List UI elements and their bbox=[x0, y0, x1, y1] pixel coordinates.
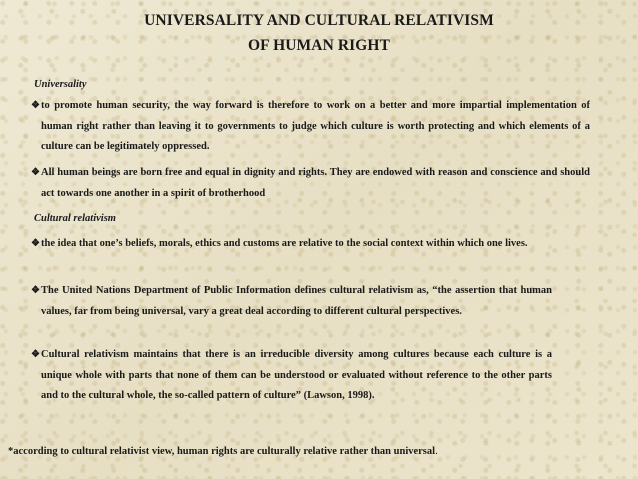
slide-title-line-1: UNIVERSALITY AND CULTURAL RELATIVISM bbox=[144, 12, 494, 29]
diamond-bullet-icon: ❖ bbox=[31, 167, 40, 178]
diamond-bullet-icon: ❖ bbox=[31, 349, 40, 360]
bullet-text: the idea that one’s beliefs, morals, ethics and customs are relative to the social context within which one lives. bbox=[41, 238, 528, 249]
bullet-relativism-1 bbox=[31, 234, 552, 255]
footnote bbox=[8, 446, 438, 457]
bullet-relativism-3 bbox=[31, 345, 552, 407]
diamond-bullet-icon: ❖ bbox=[31, 285, 40, 296]
section-heading-universality: Universality bbox=[34, 79, 87, 90]
bullet-text: All human beings are born free and equal in dignity and rights. They are endowed with reason and conscience and should act towards one another in a spirit of brotherhood bbox=[41, 167, 590, 199]
diamond-bullet-icon: ❖ bbox=[31, 238, 40, 249]
section-heading-cultural-relativism: Cultural relativism bbox=[34, 213, 116, 224]
bullet-text: to promote human security, the way forward is therefore to work on a better and more impartial implementation of human right rather than leaving it to governments to judge which culture is worth protecting and which elements of a culture can be legitimately oppressed. bbox=[41, 100, 590, 153]
bullet-universality-2 bbox=[31, 163, 590, 204]
bullet-universality-1 bbox=[31, 96, 590, 158]
bullet-relativism-2 bbox=[31, 281, 552, 322]
diamond-bullet-icon: ❖ bbox=[31, 100, 40, 111]
footnote-period: . bbox=[435, 446, 438, 457]
footnote-text: *according to cultural relativist view, human rights are culturally relative rather than universal bbox=[8, 446, 436, 457]
bullet-text: The United Nations Department of Public Information defines cultural relativism as, “the assertion that human values, far from being universal, vary a great deal according to different cultural perspectives. bbox=[41, 285, 552, 317]
bullet-text: Cultural relativism maintains that there is an irreducible diversity among cultures because each culture is a unique whole with parts that none of them can be understood or evaluated without reference to the other parts and to the cultural whole, the so-called pattern of culture” (Lawson, 1998). bbox=[41, 349, 552, 402]
slide-title-line-2: OF HUMAN RIGHT bbox=[247, 37, 391, 54]
